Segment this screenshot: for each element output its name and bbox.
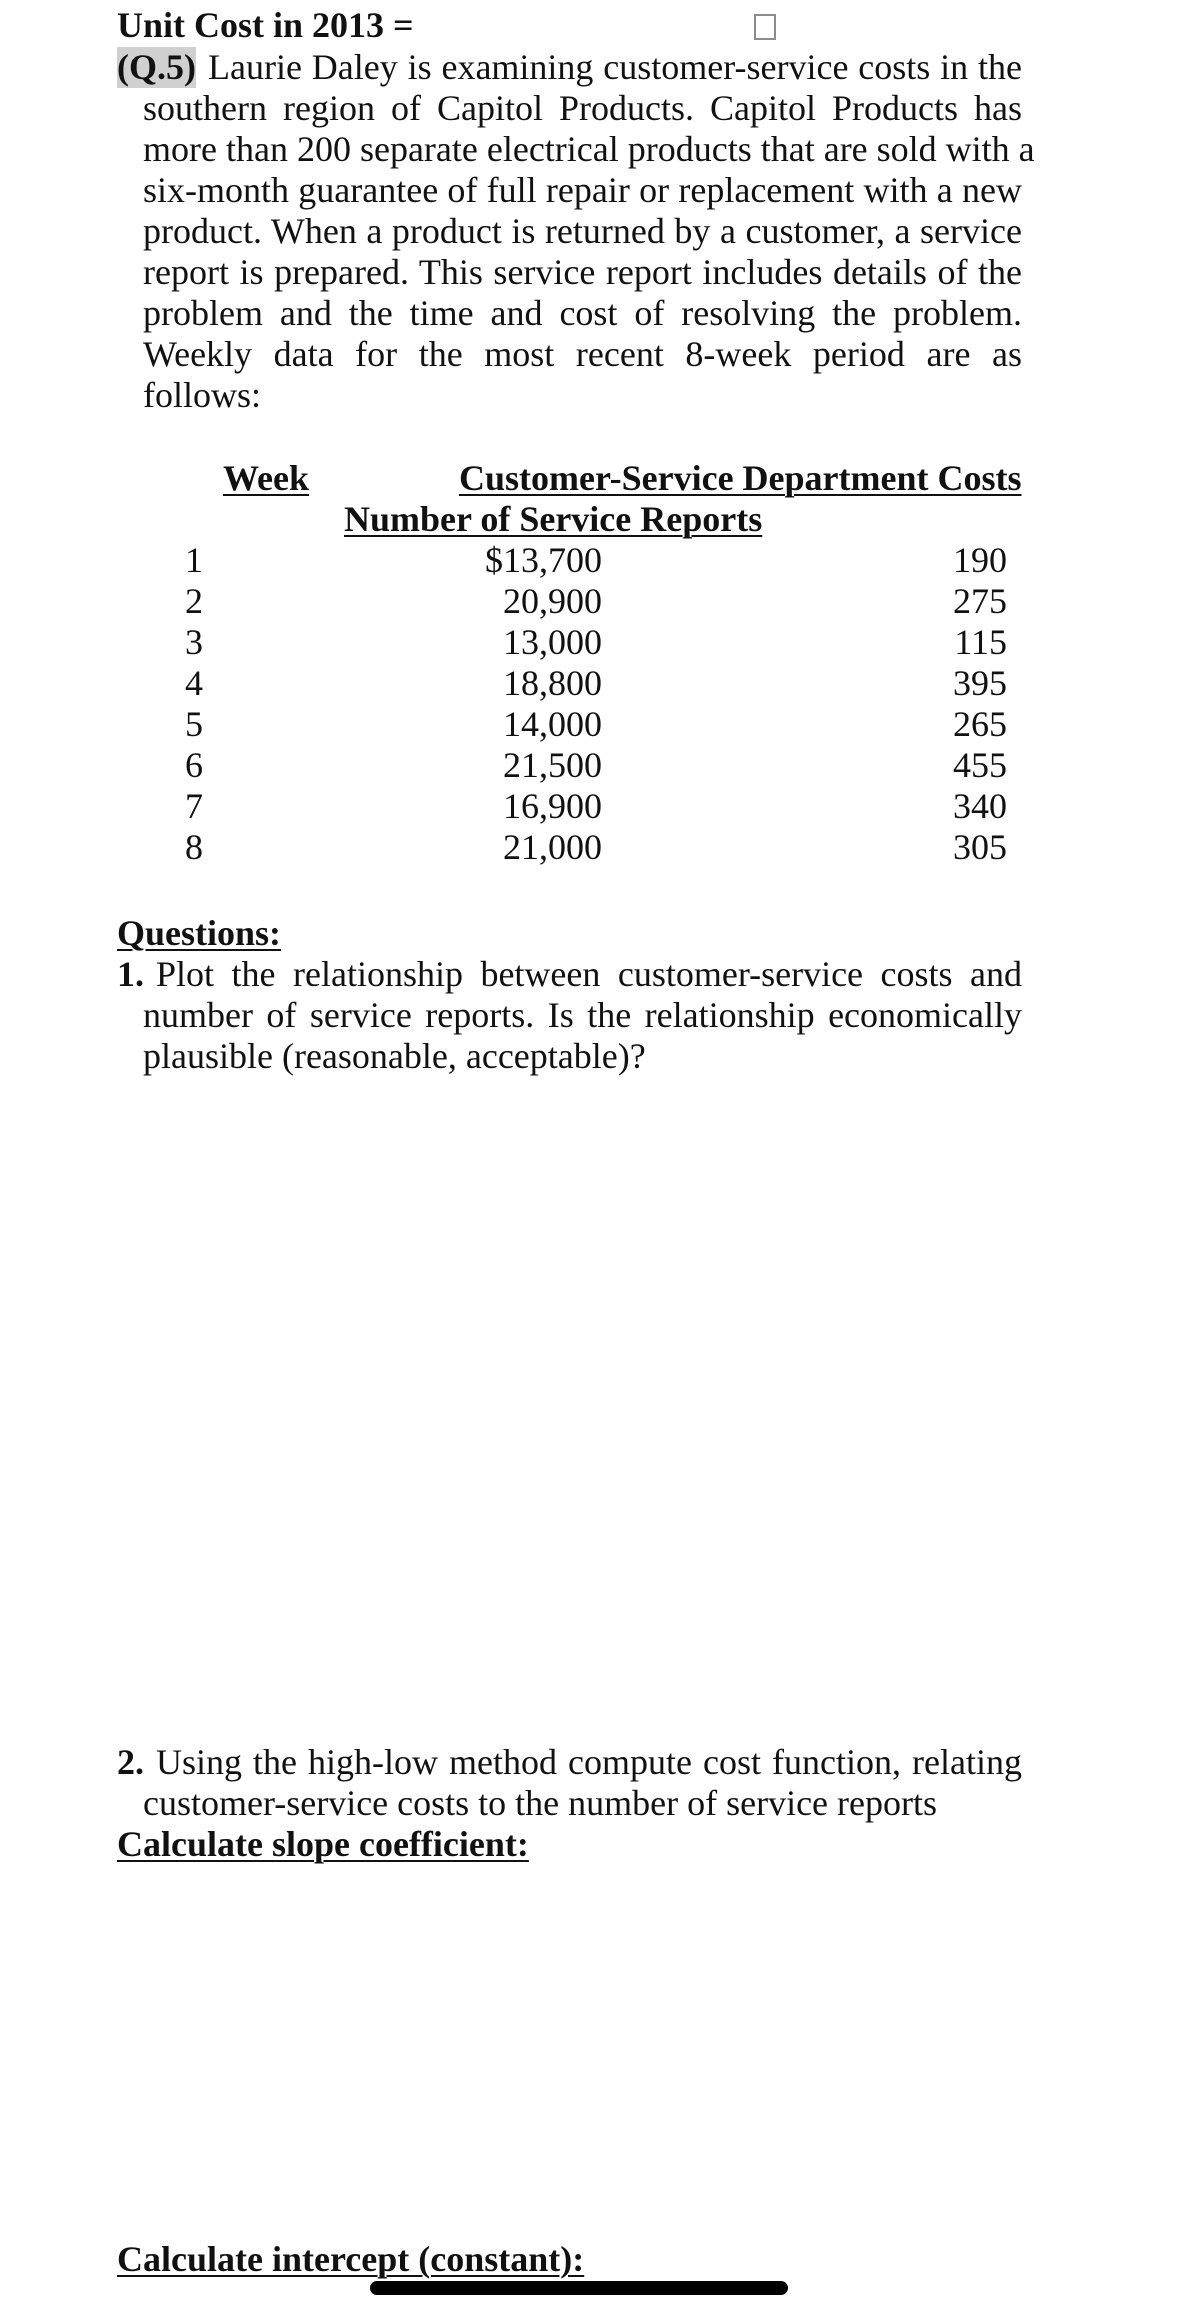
week-cell: 7 bbox=[185, 786, 203, 826]
reports-cell: 190 bbox=[953, 540, 1007, 580]
problem-text-line-4: six-month guarantee of full repair or replacement with a new bbox=[143, 170, 1022, 210]
slope-label: Calculate slope coefficient: bbox=[117, 1824, 529, 1864]
week-cell: 1 bbox=[185, 540, 203, 580]
week-cell: 2 bbox=[185, 581, 203, 621]
cost-cell: $13,700 bbox=[485, 540, 602, 580]
cost-cell: 13,000 bbox=[503, 622, 602, 662]
problem-text-line-8: Weekly data for the most recent 8-week period are as bbox=[143, 334, 1022, 374]
home-indicator-bar[interactable] bbox=[370, 2281, 788, 2295]
question-2-text-2: customer-service costs to the number of service reports bbox=[143, 1783, 938, 1823]
reports-cell: 275 bbox=[953, 581, 1007, 621]
reports-cell: 265 bbox=[953, 704, 1007, 744]
problem-text-line-6: report is prepared. This service report includes details of the bbox=[143, 252, 1022, 292]
question-1-line-1 bbox=[117, 954, 1022, 995]
week-cell: 8 bbox=[185, 827, 203, 867]
cost-cell: 20,900 bbox=[503, 581, 602, 621]
table-header-week: Week bbox=[223, 458, 309, 498]
reports-cell: 340 bbox=[953, 786, 1007, 826]
table-header-costs: Customer-Service Department Costs bbox=[459, 458, 1022, 498]
cost-cell: 18,800 bbox=[503, 663, 602, 703]
week-cell: 4 bbox=[185, 663, 203, 703]
question-2-number: 2. bbox=[117, 1742, 144, 1782]
cost-cell: 21,000 bbox=[503, 827, 602, 867]
answer-checkbox[interactable] bbox=[754, 14, 776, 40]
reports-cell: 115 bbox=[954, 622, 1007, 662]
cost-cell: 21,500 bbox=[503, 745, 602, 785]
intercept-label: Calculate intercept (constant): bbox=[117, 2239, 585, 2279]
table-header-reports: Number of Service Reports bbox=[344, 499, 763, 539]
question-2-text-1: Using the high-low method compute cost function, relating bbox=[156, 1742, 1022, 1782]
question-1-number: 1. bbox=[117, 954, 144, 994]
problem-text-line-7: problem and the time and cost of resolving the problem. bbox=[143, 293, 1022, 333]
problem-text-line-3: more than 200 separate electrical products that are sold with a bbox=[143, 129, 1035, 169]
question-1-text-1: Plot the relationship between customer-service costs and bbox=[156, 954, 1022, 994]
question-1-text-3: plausible (reasonable, acceptable)? bbox=[143, 1036, 646, 1076]
problem-text-line-5: product. When a product is returned by a customer, a service bbox=[143, 211, 1022, 251]
unit-cost-heading: Unit Cost in 2013 = bbox=[117, 5, 414, 45]
week-cell: 3 bbox=[185, 622, 203, 662]
reports-cell: 395 bbox=[953, 663, 1007, 703]
problem-text-line-9: follows: bbox=[143, 375, 262, 415]
reports-cell: 305 bbox=[953, 827, 1007, 867]
question-2-line-1 bbox=[117, 1742, 1022, 1783]
week-cell: 6 bbox=[185, 745, 203, 785]
problem-first-line bbox=[117, 47, 1022, 88]
cost-cell: 14,000 bbox=[503, 704, 602, 744]
week-cell: 5 bbox=[185, 704, 203, 744]
question-label: (Q.5) bbox=[117, 47, 196, 87]
problem-text-line-2: southern region of Capitol Products. Capitol Products has bbox=[143, 88, 1022, 128]
cost-cell: 16,900 bbox=[503, 786, 602, 826]
question-1-text-2: number of service reports. Is the relationship economically bbox=[143, 995, 1022, 1035]
questions-heading: Questions: bbox=[117, 913, 282, 953]
problem-text-line-1: Laurie Daley is examining customer-service costs in the bbox=[207, 47, 1022, 87]
reports-cell: 455 bbox=[953, 745, 1007, 785]
